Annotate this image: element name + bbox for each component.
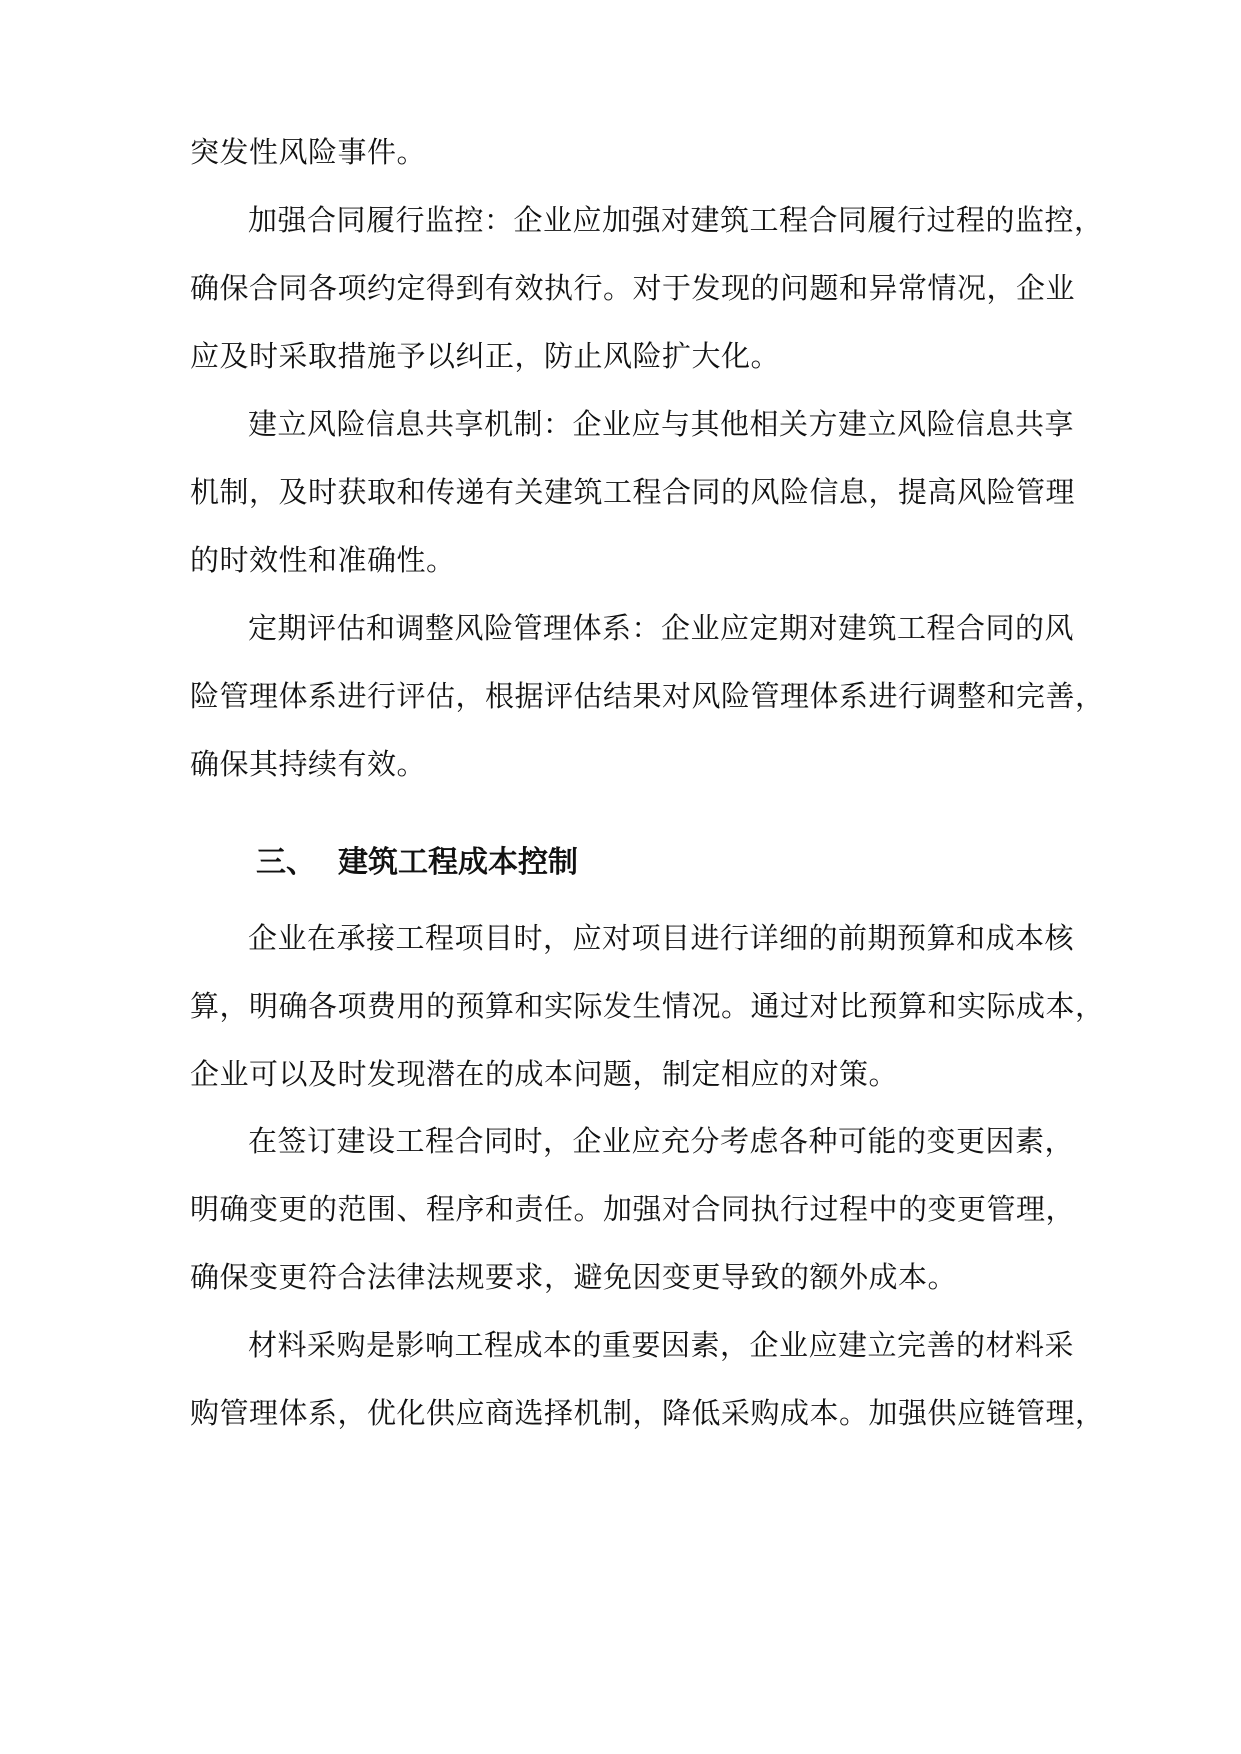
paragraph-line: 确保其持续有效。 xyxy=(190,747,427,781)
paragraph-line: 的时效性和准确性。 xyxy=(190,543,456,577)
paragraph-line: 机制，及时获取和传递有关建筑工程合同的风险信息，提高风险管理 xyxy=(190,475,1076,509)
paragraph-line: 算，明确各项费用的预算和实际发生情况。通过对比预算和实际成本， xyxy=(190,989,1105,1023)
section-number: 三、 xyxy=(256,845,316,880)
paragraph-line: 材料采购是影响工程成本的重要因素，企业应建立完善的材料采 xyxy=(248,1328,1075,1362)
section-title: 建筑工程成本控制 xyxy=(338,845,578,880)
paragraph-line: 购管理体系，优化供应商选择机制，降低采购成本。加强供应链管理， xyxy=(190,1396,1105,1430)
paragraph-line: 突发性风险事件。 xyxy=(190,135,427,169)
paragraph-line: 明确变更的范围、程序和责任。加强对合同执行过程中的变更管理， xyxy=(190,1192,1076,1226)
paragraph-line: 确保变更符合法律法规要求，避免因变更导致的额外成本。 xyxy=(190,1260,958,1294)
paragraph-line: 加强合同履行监控：企业应加强对建筑工程合同履行过程的监控， xyxy=(248,203,1104,237)
section-heading xyxy=(256,843,578,883)
paragraph-line: 建立风险信息共享机制：企业应与其他相关方建立风险信息共享 xyxy=(248,407,1075,441)
paragraph-line: 险管理体系进行评估，根据评估结果对风险管理体系进行调整和完善， xyxy=(190,679,1105,713)
paragraph-line: 企业在承接工程项目时，应对项目进行详细的前期预算和成本核 xyxy=(248,921,1075,955)
paragraph-line: 确保合同各项约定得到有效执行。对于发现的问题和异常情况，企业 xyxy=(190,271,1076,305)
paragraph-line: 定期评估和调整风险管理体系：企业应定期对建筑工程合同的风 xyxy=(248,611,1075,645)
paragraph-line: 企业可以及时发现潜在的成本问题，制定相应的对策。 xyxy=(190,1057,899,1091)
paragraph-line: 应及时采取措施予以纠正，防止风险扩大化。 xyxy=(190,339,781,373)
paragraph-line: 在签订建设工程合同时，企业应充分考虑各种可能的变更因素， xyxy=(248,1124,1075,1158)
